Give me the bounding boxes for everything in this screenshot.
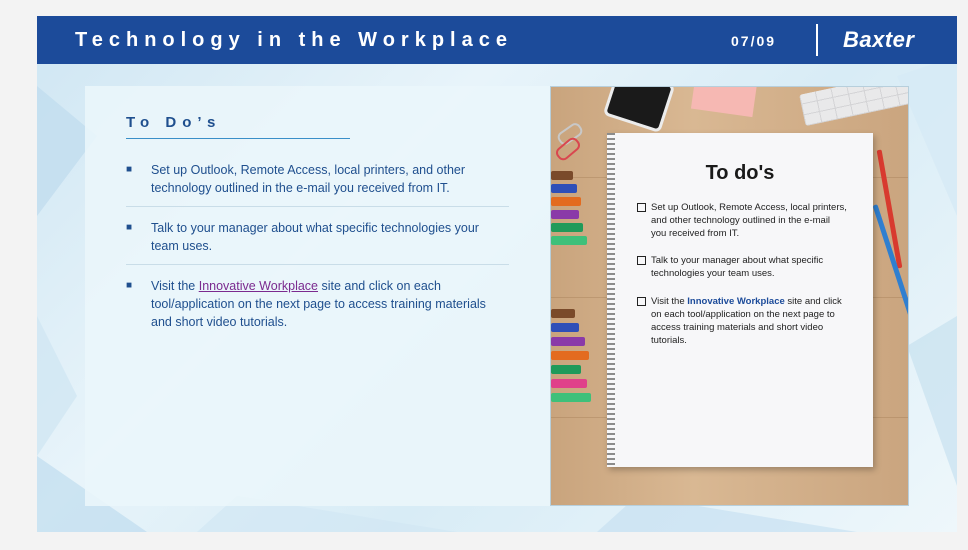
item-divider [126, 206, 509, 207]
marker-image [551, 365, 581, 374]
todo-item-suffix: site and click on each tool/application on the next page to access training materials and short video tutorials. [151, 279, 486, 329]
todo-item-text [151, 277, 509, 331]
notebook [607, 133, 873, 467]
marker-image [551, 309, 575, 318]
header-divider [816, 24, 818, 56]
notebook-item [637, 254, 847, 280]
keyboard-image [799, 86, 909, 126]
marker-image [551, 379, 587, 388]
content-panel [85, 86, 550, 506]
notebook-link-text: Innovative Workplace [687, 296, 785, 307]
page-counter: 07/09 [731, 33, 777, 49]
checkbox-icon [637, 256, 646, 265]
todo-item [126, 161, 509, 197]
innovative-workplace-link[interactable]: Innovative Workplace [198, 279, 318, 293]
brand-logo: Baxter [843, 27, 915, 52]
todo-item-text: Talk to your manager about what specific technologies your team uses. [151, 221, 479, 253]
sticky-note-image [691, 86, 757, 117]
todo-item-prefix: Visit the [151, 279, 199, 293]
square-bullet-icon: ■ [126, 280, 133, 291]
square-bullet-icon: ■ [126, 164, 133, 175]
checkbox-icon [637, 297, 646, 306]
marker-image [551, 197, 581, 206]
marker-image [551, 351, 589, 360]
phone-image [603, 86, 676, 133]
notebook-item [637, 201, 847, 240]
header-bar [37, 16, 957, 64]
slide [37, 16, 957, 532]
marker-image [551, 236, 587, 245]
item-divider [126, 264, 509, 265]
marker-image [551, 223, 583, 232]
notebook-item-prefix: Visit the [651, 296, 688, 307]
marker-image [551, 323, 579, 332]
section-title: To Do’s [126, 114, 222, 131]
page-title: Technology in the Workplace [75, 29, 513, 51]
notebook-item-text: Set up Outlook, Remote Access, local printers, and other technology outlined in the e-mail you received from IT. [651, 202, 847, 239]
notebook-item-suffix: site and click on each tool/application on the next page to access training materials and short video tutorials. [651, 296, 842, 346]
marker-image [551, 393, 591, 402]
checkbox-icon [637, 203, 646, 212]
marker-image [551, 210, 579, 219]
section-underline [126, 138, 350, 139]
todo-item [126, 219, 509, 255]
marker-image [551, 171, 573, 180]
todo-item [126, 277, 509, 331]
square-bullet-icon: ■ [126, 222, 133, 233]
notebook-photo [550, 86, 909, 506]
todo-item-text: Set up Outlook, Remote Access, local printers, and other technology outlined in the e-mail you received from IT. [151, 163, 466, 195]
marker-image [551, 184, 577, 193]
marker-image [551, 337, 585, 346]
notebook-item-text [651, 295, 847, 347]
notebook-title: To do's [705, 162, 775, 184]
notebook-item-text: Talk to your manager about what specific technologies your team uses. [651, 255, 824, 279]
notebook-item [637, 295, 847, 347]
